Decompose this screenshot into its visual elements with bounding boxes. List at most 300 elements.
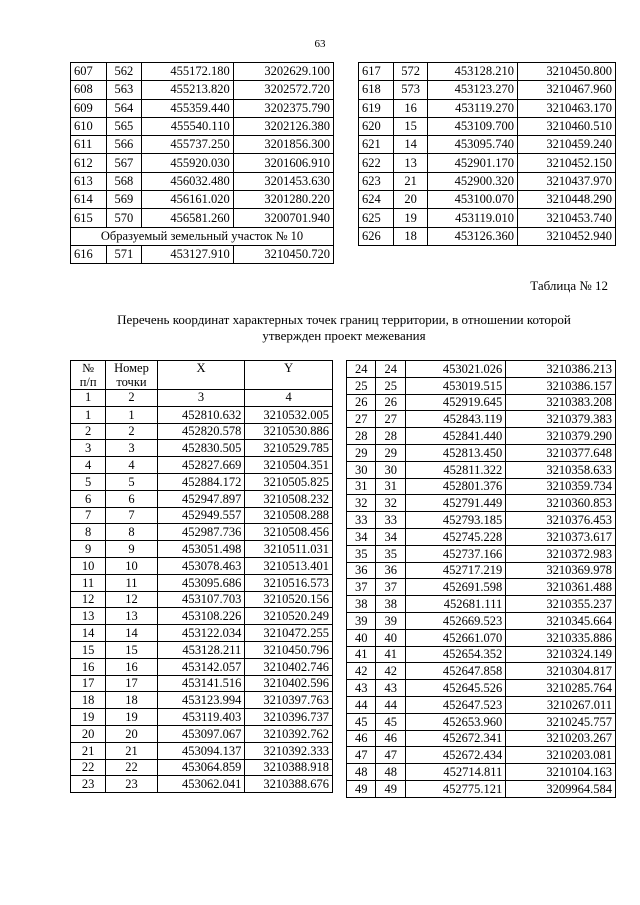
table-cell: 27 bbox=[347, 411, 376, 428]
table-cell: 3210388.918 bbox=[245, 759, 333, 776]
table-cell: 612 bbox=[71, 154, 107, 172]
table-cell: 453107.703 bbox=[157, 591, 245, 608]
table-cell: 455359.440 bbox=[142, 99, 234, 117]
table-cell: 452672.341 bbox=[405, 730, 505, 747]
header-point bbox=[106, 361, 157, 390]
table-row bbox=[347, 646, 616, 663]
table-cell: 9 bbox=[71, 541, 106, 558]
table-cell: 452681.111 bbox=[405, 596, 505, 613]
table-row bbox=[71, 209, 334, 227]
table-cell: 3210392.333 bbox=[245, 742, 333, 759]
table-cell: 3210450.720 bbox=[233, 245, 333, 263]
table-row bbox=[71, 557, 333, 574]
table-row bbox=[71, 574, 333, 591]
table-cell: 32 bbox=[376, 495, 405, 512]
table-cell: 3210245.757 bbox=[506, 713, 616, 730]
table-row bbox=[347, 562, 616, 579]
table-cell: 456581.260 bbox=[142, 209, 234, 227]
table-row bbox=[347, 461, 616, 478]
table-cell: 3210505.825 bbox=[245, 473, 333, 490]
table-cell: 453095.740 bbox=[428, 136, 518, 154]
table-cell: 3210530.886 bbox=[245, 423, 333, 440]
table-cell: 20 bbox=[106, 725, 157, 742]
table-cell: 14 bbox=[71, 625, 106, 642]
table-row bbox=[71, 742, 333, 759]
table-cell: 452714.811 bbox=[405, 764, 505, 781]
table-cell: 8 bbox=[106, 524, 157, 541]
table-cell: 3201453.630 bbox=[233, 172, 333, 190]
table-cell: 27 bbox=[376, 411, 405, 428]
table-cell: 3210520.249 bbox=[245, 608, 333, 625]
table-cell: 14 bbox=[393, 136, 428, 154]
table-cell: 3210463.170 bbox=[518, 99, 616, 117]
table-cell: 19 bbox=[106, 709, 157, 726]
table-cell: 3210304.817 bbox=[506, 663, 616, 680]
table-cell: 3210452.940 bbox=[518, 227, 616, 245]
table-row bbox=[359, 209, 616, 227]
table-cell: 3202629.100 bbox=[233, 63, 333, 81]
table-cell: 3210373.617 bbox=[506, 528, 616, 545]
table-row bbox=[347, 680, 616, 697]
table-cell: 620 bbox=[359, 117, 394, 135]
table-cell: 453064.859 bbox=[157, 759, 245, 776]
table-cell: 3209964.584 bbox=[506, 780, 616, 797]
table-cell: 48 bbox=[376, 764, 405, 781]
header-number-line2: п/п bbox=[79, 375, 97, 389]
table-cell: 453119.403 bbox=[157, 709, 245, 726]
table-cell: 3210267.011 bbox=[506, 696, 616, 713]
table-cell: 10 bbox=[106, 557, 157, 574]
table-row bbox=[71, 709, 333, 726]
table-row bbox=[359, 81, 616, 99]
table-cell: 39 bbox=[376, 612, 405, 629]
table-cell: 3210516.573 bbox=[245, 574, 333, 591]
table-cell: 5 bbox=[106, 473, 157, 490]
table-cell: 36 bbox=[347, 562, 376, 579]
table-cell: 19 bbox=[393, 209, 428, 227]
table-cell: 452949.557 bbox=[157, 507, 245, 524]
table-cell: 20 bbox=[393, 191, 428, 209]
table-row bbox=[347, 747, 616, 764]
table-cell: 3210358.633 bbox=[506, 461, 616, 478]
table-cell: 615 bbox=[71, 209, 107, 227]
table-cell: 3 bbox=[71, 440, 106, 457]
table-cell: 49 bbox=[376, 780, 405, 797]
table-cell: 3210203.267 bbox=[506, 730, 616, 747]
table-caption bbox=[64, 312, 624, 344]
table-row bbox=[71, 473, 333, 490]
table-row bbox=[71, 191, 334, 209]
table-cell: 20 bbox=[71, 725, 106, 742]
table-cell: 48 bbox=[347, 764, 376, 781]
table-row bbox=[359, 63, 616, 81]
table-cell: 13 bbox=[71, 608, 106, 625]
table-cell: 23 bbox=[71, 776, 106, 793]
table-row bbox=[71, 117, 334, 135]
table-row bbox=[347, 780, 616, 797]
table-cell: 38 bbox=[347, 596, 376, 613]
table-cell: 452884.172 bbox=[157, 473, 245, 490]
table-cell: 3201280.220 bbox=[233, 191, 333, 209]
table-cell: 623 bbox=[359, 172, 394, 190]
table-cell: 3202126.380 bbox=[233, 117, 333, 135]
table-cell: 31 bbox=[376, 478, 405, 495]
table-cell: 43 bbox=[376, 680, 405, 697]
table-cell: 452820.578 bbox=[157, 423, 245, 440]
table-cell: 3210377.648 bbox=[506, 444, 616, 461]
territory-coordinates-table-left bbox=[70, 360, 333, 793]
table-cell: 3201856.300 bbox=[233, 136, 333, 154]
table-cell: 622 bbox=[359, 154, 394, 172]
table-cell: 3210104.163 bbox=[506, 764, 616, 781]
table-cell: 45 bbox=[347, 713, 376, 730]
table-cell: 3210520.156 bbox=[245, 591, 333, 608]
table-cell: 25 bbox=[347, 377, 376, 394]
table-cell: 607 bbox=[71, 63, 107, 81]
table-cell: 3210472.255 bbox=[245, 625, 333, 642]
table-cell: 452775.121 bbox=[405, 780, 505, 797]
table-cell: 3210508.456 bbox=[245, 524, 333, 541]
table-cell: 40 bbox=[347, 629, 376, 646]
table-row bbox=[71, 136, 334, 154]
table-cell: 44 bbox=[347, 696, 376, 713]
table-row bbox=[359, 136, 616, 154]
table-cell: 453108.226 bbox=[157, 608, 245, 625]
table-cell: 456032.480 bbox=[142, 172, 234, 190]
table-cell: 3210383.208 bbox=[506, 394, 616, 411]
table-cell: 10 bbox=[71, 557, 106, 574]
plot-heading: Образуемый земельный участок № 10 bbox=[71, 227, 334, 245]
table-cell: 19 bbox=[71, 709, 106, 726]
table-cell: 569 bbox=[106, 191, 142, 209]
table-row bbox=[347, 377, 616, 394]
table-cell: 453095.686 bbox=[157, 574, 245, 591]
table-cell: 42 bbox=[347, 663, 376, 680]
table-cell: 570 bbox=[106, 209, 142, 227]
table-cell: 11 bbox=[106, 574, 157, 591]
table-cell: 452691.598 bbox=[405, 579, 505, 596]
table-row bbox=[71, 490, 333, 507]
coordinates-table-continued-left bbox=[70, 62, 334, 264]
table-cell: 3210504.351 bbox=[245, 457, 333, 474]
table-cell: 46 bbox=[376, 730, 405, 747]
table-row bbox=[71, 641, 333, 658]
table-row bbox=[347, 411, 616, 428]
table-row bbox=[347, 764, 616, 781]
table-row bbox=[347, 596, 616, 613]
table-cell: 9 bbox=[106, 541, 157, 558]
table-row bbox=[347, 612, 616, 629]
table-cell: 17 bbox=[71, 675, 106, 692]
territory-coordinates-table-right bbox=[346, 360, 616, 798]
table-cell: 453123.994 bbox=[157, 692, 245, 709]
table-cell: 455737.250 bbox=[142, 136, 234, 154]
table-cell: 21 bbox=[71, 742, 106, 759]
index-cell: 4 bbox=[245, 390, 333, 407]
header-y: Y bbox=[245, 361, 333, 390]
table-cell: 3210355.237 bbox=[506, 596, 616, 613]
table-cell: 3210448.290 bbox=[518, 191, 616, 209]
table-cell: 12 bbox=[106, 591, 157, 608]
table-cell: 453051.498 bbox=[157, 541, 245, 558]
table-cell: 609 bbox=[71, 99, 107, 117]
table-cell: 22 bbox=[71, 759, 106, 776]
table-cell: 35 bbox=[347, 545, 376, 562]
table-cell: 452810.632 bbox=[157, 406, 245, 423]
table-cell: 452843.119 bbox=[405, 411, 505, 428]
table-cell: 3210532.005 bbox=[245, 406, 333, 423]
header-point-line1: Номер bbox=[114, 361, 149, 375]
table-cell: 452717.219 bbox=[405, 562, 505, 579]
table-cell: 617 bbox=[359, 63, 394, 81]
table-cell: 14 bbox=[106, 625, 157, 642]
table-cell: 456161.020 bbox=[142, 191, 234, 209]
table-cell: 30 bbox=[376, 461, 405, 478]
table-cell: 3210508.288 bbox=[245, 507, 333, 524]
table-cell: 15 bbox=[393, 117, 428, 135]
table-cell: 35 bbox=[376, 545, 405, 562]
page-number: 63 bbox=[314, 38, 326, 50]
table-cell: 3210360.853 bbox=[506, 495, 616, 512]
table-cell: 452793.185 bbox=[405, 512, 505, 529]
table-cell: 3210450.800 bbox=[518, 63, 616, 81]
table-cell: 3202375.790 bbox=[233, 99, 333, 117]
table-cell: 452919.645 bbox=[405, 394, 505, 411]
table-index-row bbox=[71, 390, 333, 407]
table-cell: 453122.034 bbox=[157, 625, 245, 642]
table-cell: 3210386.213 bbox=[506, 361, 616, 378]
table-row bbox=[71, 776, 333, 793]
table-row bbox=[71, 658, 333, 675]
table-cell: 33 bbox=[376, 512, 405, 529]
header-point-line2: точки bbox=[116, 375, 147, 389]
table-number: Таблица № 12 bbox=[530, 278, 608, 293]
table-row bbox=[71, 245, 334, 263]
table-row bbox=[347, 528, 616, 545]
table-cell: 455172.180 bbox=[142, 63, 234, 81]
table-cell: 453078.463 bbox=[157, 557, 245, 574]
table-cell: 2 bbox=[106, 423, 157, 440]
table-cell: 31 bbox=[347, 478, 376, 495]
plot-heading-row bbox=[71, 227, 334, 245]
table-cell: 3202572.720 bbox=[233, 81, 333, 99]
table-cell: 49 bbox=[347, 780, 376, 797]
table-cell: 3 bbox=[106, 440, 157, 457]
table-cell: 3210203.081 bbox=[506, 747, 616, 764]
table-cell: 3210529.785 bbox=[245, 440, 333, 457]
table-cell: 452647.858 bbox=[405, 663, 505, 680]
table-cell: 33 bbox=[347, 512, 376, 529]
table-cell: 21 bbox=[106, 742, 157, 759]
table-cell: 1 bbox=[106, 406, 157, 423]
table-cell: 37 bbox=[376, 579, 405, 596]
table-cell: 3210376.453 bbox=[506, 512, 616, 529]
table-row bbox=[71, 99, 334, 117]
table-cell: 3200701.940 bbox=[233, 209, 333, 227]
table-cell: 47 bbox=[347, 747, 376, 764]
table-cell: 18 bbox=[106, 692, 157, 709]
table-cell: 45 bbox=[376, 713, 405, 730]
table-cell: 455213.820 bbox=[142, 81, 234, 99]
table-cell: 453141.516 bbox=[157, 675, 245, 692]
table-row bbox=[71, 172, 334, 190]
table-cell: 8 bbox=[71, 524, 106, 541]
table-cell: 452947.897 bbox=[157, 490, 245, 507]
table-cell: 452737.166 bbox=[405, 545, 505, 562]
table-row bbox=[71, 692, 333, 709]
table-row bbox=[359, 172, 616, 190]
table-cell: 452669.523 bbox=[405, 612, 505, 629]
table-cell: 563 bbox=[106, 81, 142, 99]
table-cell: 47 bbox=[376, 747, 405, 764]
table-row bbox=[71, 608, 333, 625]
caption-line-1: Перечень координат характерных точек границ территории, в отношении которой bbox=[117, 312, 571, 327]
header-x: X bbox=[157, 361, 245, 390]
table-cell: 452827.669 bbox=[157, 457, 245, 474]
table-cell: 34 bbox=[347, 528, 376, 545]
table-cell: 3210335.886 bbox=[506, 629, 616, 646]
table-row bbox=[71, 625, 333, 642]
table-row bbox=[347, 579, 616, 596]
table-row bbox=[347, 713, 616, 730]
table-cell: 3210402.596 bbox=[245, 675, 333, 692]
table-row bbox=[71, 507, 333, 524]
table-cell: 613 bbox=[71, 172, 107, 190]
table-cell: 452987.736 bbox=[157, 524, 245, 541]
table-cell: 625 bbox=[359, 209, 394, 227]
table-cell: 3210396.737 bbox=[245, 709, 333, 726]
table-cell: 452801.376 bbox=[405, 478, 505, 495]
table-cell: 3210324.149 bbox=[506, 646, 616, 663]
table-cell: 25 bbox=[376, 377, 405, 394]
table-cell: 3210359.734 bbox=[506, 478, 616, 495]
table-cell: 621 bbox=[359, 136, 394, 154]
table-row bbox=[71, 81, 334, 99]
table-row bbox=[71, 759, 333, 776]
table-cell: 452791.449 bbox=[405, 495, 505, 512]
table-cell: 624 bbox=[359, 191, 394, 209]
table-cell: 3210372.983 bbox=[506, 545, 616, 562]
table-cell: 26 bbox=[347, 394, 376, 411]
table-cell: 40 bbox=[376, 629, 405, 646]
table-cell: 38 bbox=[376, 596, 405, 613]
table-row bbox=[347, 696, 616, 713]
table-cell: 3210369.978 bbox=[506, 562, 616, 579]
table-cell: 3201606.910 bbox=[233, 154, 333, 172]
table-cell: 29 bbox=[376, 444, 405, 461]
table-cell: 452841.440 bbox=[405, 428, 505, 445]
table-cell: 21 bbox=[393, 172, 428, 190]
table-cell: 453119.270 bbox=[428, 99, 518, 117]
table-cell: 6 bbox=[106, 490, 157, 507]
table-cell: 452647.523 bbox=[405, 696, 505, 713]
table-cell: 562 bbox=[106, 63, 142, 81]
table-cell: 452900.320 bbox=[428, 172, 518, 190]
table-cell: 41 bbox=[376, 646, 405, 663]
table-row bbox=[347, 428, 616, 445]
table-cell: 26 bbox=[376, 394, 405, 411]
table-header-row bbox=[71, 361, 333, 390]
table-cell: 453109.700 bbox=[428, 117, 518, 135]
table-cell: 3210513.401 bbox=[245, 557, 333, 574]
table-cell: 3210459.240 bbox=[518, 136, 616, 154]
table-row bbox=[71, 725, 333, 742]
table-cell: 453019.515 bbox=[405, 377, 505, 394]
table-cell: 3210361.488 bbox=[506, 579, 616, 596]
table-cell: 452654.352 bbox=[405, 646, 505, 663]
coordinates-table-continued-right bbox=[358, 62, 616, 246]
header-number-line1: № bbox=[82, 361, 95, 375]
table-cell: 452830.505 bbox=[157, 440, 245, 457]
table-cell: 3210379.383 bbox=[506, 411, 616, 428]
table-cell: 15 bbox=[71, 641, 106, 658]
table-cell: 29 bbox=[347, 444, 376, 461]
table-cell: 41 bbox=[347, 646, 376, 663]
table-cell: 3210508.232 bbox=[245, 490, 333, 507]
table-cell: 7 bbox=[71, 507, 106, 524]
table-cell: 18 bbox=[393, 227, 428, 245]
table-cell: 564 bbox=[106, 99, 142, 117]
table-cell: 452813.450 bbox=[405, 444, 505, 461]
table-cell: 39 bbox=[347, 612, 376, 629]
table-cell: 11 bbox=[71, 574, 106, 591]
table-cell: 452672.434 bbox=[405, 747, 505, 764]
table-row bbox=[71, 591, 333, 608]
table-cell: 43 bbox=[347, 680, 376, 697]
table-cell: 22 bbox=[106, 759, 157, 776]
table-cell: 28 bbox=[347, 428, 376, 445]
table-row bbox=[71, 423, 333, 440]
table-row bbox=[347, 545, 616, 562]
table-cell: 614 bbox=[71, 191, 107, 209]
table-cell: 453094.137 bbox=[157, 742, 245, 759]
table-row bbox=[347, 478, 616, 495]
table-cell: 3210379.290 bbox=[506, 428, 616, 445]
table-cell: 3210388.676 bbox=[245, 776, 333, 793]
table-row bbox=[347, 394, 616, 411]
table-cell: 24 bbox=[376, 361, 405, 378]
table-cell: 571 bbox=[106, 245, 142, 263]
table-cell: 36 bbox=[376, 562, 405, 579]
table-row bbox=[347, 730, 616, 747]
table-cell: 13 bbox=[106, 608, 157, 625]
table-cell: 17 bbox=[106, 675, 157, 692]
table-row bbox=[347, 629, 616, 646]
table-cell: 3210453.740 bbox=[518, 209, 616, 227]
table-row bbox=[71, 154, 334, 172]
table-cell: 34 bbox=[376, 528, 405, 545]
index-cell: 1 bbox=[71, 390, 106, 407]
table-cell: 453119.010 bbox=[428, 209, 518, 227]
header-number bbox=[71, 361, 106, 390]
table-cell: 4 bbox=[71, 457, 106, 474]
table-cell: 23 bbox=[106, 776, 157, 793]
table-cell: 46 bbox=[347, 730, 376, 747]
table-cell: 452745.228 bbox=[405, 528, 505, 545]
table-cell: 452811.322 bbox=[405, 461, 505, 478]
table-cell: 2 bbox=[71, 423, 106, 440]
table-row bbox=[71, 457, 333, 474]
table-row bbox=[71, 524, 333, 541]
table-row bbox=[71, 406, 333, 423]
table-cell: 608 bbox=[71, 81, 107, 99]
index-cell: 2 bbox=[106, 390, 157, 407]
table-cell: 619 bbox=[359, 99, 394, 117]
table-cell: 1 bbox=[71, 406, 106, 423]
table-cell: 626 bbox=[359, 227, 394, 245]
table-cell: 455920.030 bbox=[142, 154, 234, 172]
table-cell: 452901.170 bbox=[428, 154, 518, 172]
